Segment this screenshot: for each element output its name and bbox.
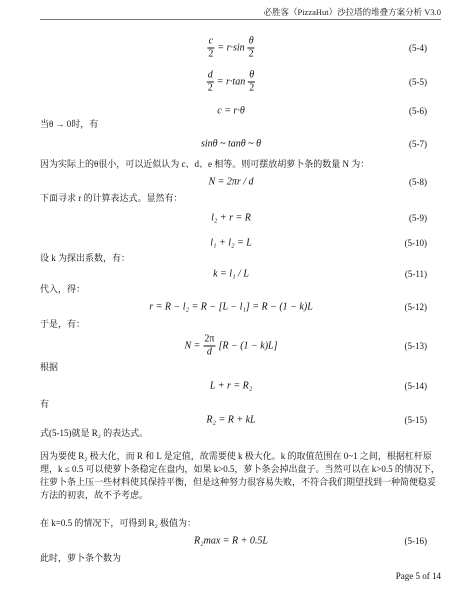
equation-5-11-formula: k = l₁ / L	[213, 268, 249, 280]
equation-5-4	[0, 35, 463, 60]
equation-5-11	[0, 268, 463, 280]
page-number: Page 5 of 14	[395, 571, 441, 581]
equation-5-15	[0, 414, 463, 426]
paragraph-r2-expression: 式(5-15)就是 R₂ 的表达式。	[40, 428, 149, 438]
equation-5-10	[0, 237, 463, 249]
fraction-2pi-over-d: $\frac{2\pi}{d}$	[204, 333, 215, 358]
equation-number: (5-6)	[409, 106, 427, 116]
equation-5-14-formula: L + r = R₂	[209, 380, 253, 392]
equation-number: (5-7)	[409, 139, 427, 149]
fraction-c-over-2: $\frac{c}{2}$	[208, 35, 214, 60]
equation-number: (5-14)	[404, 381, 427, 391]
equation-number: (5-10)	[404, 238, 427, 248]
equation-number: (5-8)	[409, 177, 427, 187]
paragraph-carrot-count: 此时，萝卜条个数为	[40, 553, 122, 563]
equation-5-6	[0, 105, 463, 117]
fraction-d-over-2: $\frac{d}{2}$	[207, 69, 213, 94]
equation-5-5-formula: $\frac{d}{2}$ = r·tan $\frac{\theta}{2}$	[207, 69, 255, 94]
equation-5-5	[0, 69, 463, 94]
paragraph-k-half: 在 k=0.5 的情况下，可得到 R₂ 极值为：	[40, 518, 196, 528]
equation-5-16-formula: R₂max = R + 0.5L	[194, 535, 268, 547]
paragraph-we-have: 有	[40, 399, 50, 409]
equation-5-9-formula: l₂ + r = R	[211, 212, 251, 224]
equation-5-6-formula: c = r·θ	[217, 105, 245, 117]
equation-5-12	[0, 301, 463, 313]
paragraph-count-n: 因为实际上的θ很小，可以近似认为 c、d、e 相等。则可摆放胡萝卜条的数量 N 为：	[40, 159, 370, 169]
paragraph-therefore: 于是，有：	[40, 319, 86, 329]
paragraph-substitute: 代入，得：	[40, 284, 86, 294]
equation-5-13-formula: N = $\frac{2\pi}{d}$ [R − (1 − k)L]	[184, 333, 278, 358]
equation-5-7-formula: sinθ ~ tanθ ~ θ	[200, 138, 262, 150]
paragraph-define-k: 设 k 为探出系数，有：	[40, 253, 131, 263]
equation-number: (5-16)	[404, 536, 427, 546]
equation-number: (5-12)	[404, 302, 427, 312]
equation-5-13	[0, 333, 463, 358]
equation-5-12-formula: r = R − l₂ = R − [L − l₁] = R − (1 − k)L	[149, 301, 313, 313]
fraction-theta-over-2: $\frac{\theta}{2}$	[249, 69, 255, 94]
equation-5-4-formula: $\frac{c}{2}$ = r·sin $\frac{\theta}{2}$	[208, 35, 254, 60]
equation-number: (5-15)	[404, 415, 427, 425]
running-header: 必胜客（PizzaHut）沙拉塔的堆叠方案分析 V3.0	[263, 7, 441, 17]
equation-5-14	[0, 380, 463, 392]
paragraph-when-theta-to-zero: 当θ → 0时，有	[40, 119, 99, 129]
equation-5-15-formula: R₂ = R + kL	[206, 414, 256, 426]
equation-5-7	[0, 138, 463, 150]
equation-5-16	[0, 535, 463, 547]
equation-number: (5-13)	[404, 341, 427, 351]
equation-5-8-formula: N = 2πr / d	[208, 176, 254, 188]
equation-number: (5-11)	[404, 269, 427, 279]
equation-5-9	[0, 212, 463, 224]
equation-number: (5-5)	[409, 77, 427, 87]
equation-5-8	[0, 176, 463, 188]
paragraph-maximize-k: 因为要使 R₂ 极大化，而 R 和 L 是定值，故需要使 k 极大化。k 的取值范围在 0~1 之间，根据杠杆原理，k ≤ 0.5 可以使萝卜条稳定在盘内，如果 k>0.5，萝卜条会掉出盘子。当然可以在 k>0.5 的情况下，往萝卜条上压一些材料使其保持平衡，但是这种努力很容易失败，不符合我们期望找到一种简便稳妥方法的初衷，故不予考虑。	[40, 451, 440, 500]
header-rule	[40, 19, 441, 20]
fraction-theta-over-2: $\frac{\theta}{2}$	[248, 35, 254, 60]
equation-number: (5-4)	[409, 43, 427, 53]
equation-5-10-formula: l₁ + l₂ = L	[210, 237, 252, 249]
paragraph-according-to: 根据	[40, 362, 59, 372]
equation-number: (5-9)	[409, 213, 427, 223]
paragraph-find-r: 下面寻求 r 的计算表达式。显然有：	[40, 193, 183, 203]
